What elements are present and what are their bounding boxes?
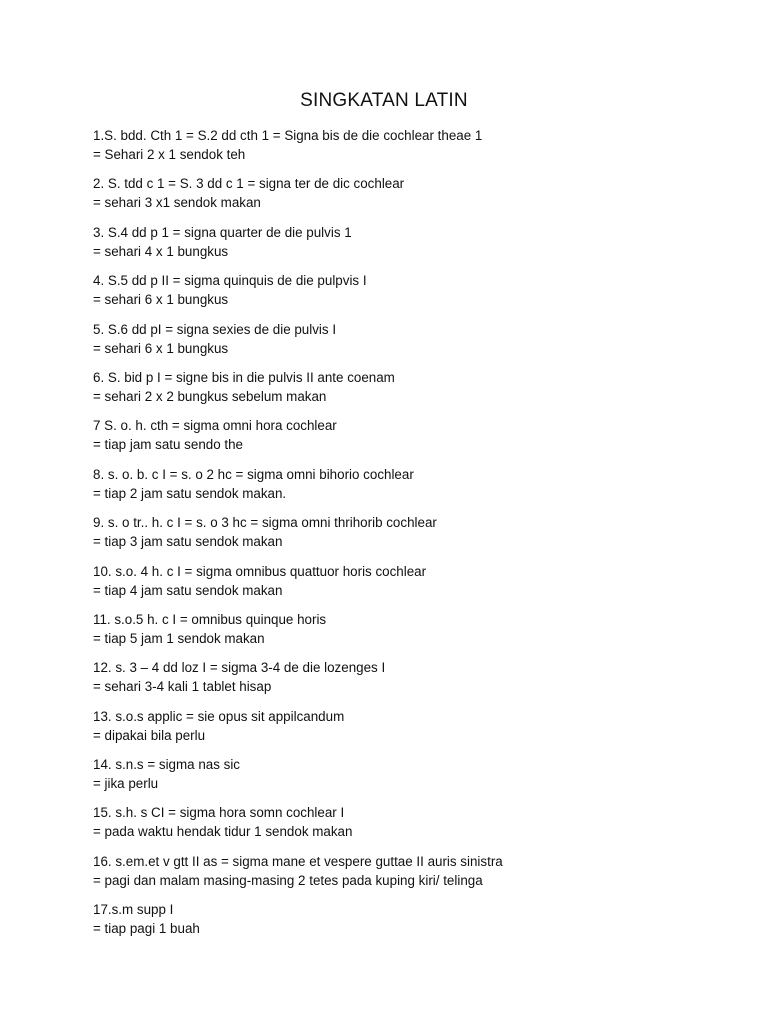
list-item — [93, 320, 733, 368]
meaning-text: = tiap 2 jam satu sendok makan. — [93, 485, 287, 501]
list-item — [93, 610, 733, 658]
meaning-text: = tiap 4 jam satu sendok makan — [93, 582, 283, 598]
list-item — [93, 852, 733, 900]
abbreviation-text: 8. s. o. b. c I = s. o 2 hc = sigma omni bihorio cochlear — [93, 466, 414, 482]
list-item — [93, 465, 733, 513]
list-item — [93, 126, 733, 174]
meaning-text: = sehari 3-4 kali 1 tablet hisap — [93, 679, 272, 695]
abbreviation-text: 3. S.4 dd p 1 = signa quarter de die pulvis 1 — [93, 224, 352, 240]
meaning-text: = tiap jam satu sendo the — [93, 437, 243, 453]
abbreviation-text: 5. S.6 dd pI = signa sexies de die pulvis I — [93, 321, 337, 337]
abbreviation-text: 17.s.m supp I — [93, 902, 174, 918]
list-item — [93, 803, 733, 851]
meaning-text: = tiap 3 jam satu sendok makan — [93, 534, 283, 550]
list-item — [93, 223, 733, 271]
list-item — [93, 174, 733, 222]
meaning-text: = sehari 2 x 2 bungkus sebelum makan — [93, 388, 327, 404]
list-item — [93, 755, 733, 803]
list-item — [93, 368, 733, 416]
meaning-text: = sehari 6 x 1 bungkus — [93, 340, 229, 356]
meaning-text: = sehari 6 x 1 bungkus — [93, 292, 229, 308]
list-item — [93, 658, 733, 706]
meaning-text: = sehari 3 x1 sendok makan — [93, 195, 261, 211]
meaning-text: = sehari 4 x 1 bungkus — [93, 243, 229, 259]
list-item — [93, 513, 733, 561]
page-title: SINGKATAN LATIN — [300, 90, 468, 111]
abbreviation-text: 7 S. o. h. cth = sigma omni hora cochlear — [93, 418, 337, 434]
meaning-text: = pada waktu hendak tidur 1 sendok makan — [93, 824, 353, 840]
abbreviation-text: 11. s.o.5 h. c I = omnibus quinque horis — [93, 611, 327, 627]
abbreviation-text: 13. s.o.s applic = sie opus sit appilcandum — [93, 708, 345, 724]
abbreviation-text: 16. s.em.et v gtt II as = sigma mane et vespere guttae II auris sinistra — [93, 853, 503, 869]
abbreviation-text: 15. s.h. s CI = sigma hora somn cochlear I — [93, 805, 345, 821]
meaning-text: = tiap pagi 1 buah — [93, 921, 200, 937]
list-item — [93, 900, 733, 948]
abbreviation-text: 12. s. 3 – 4 dd loz I = sigma 3-4 de die lozenges I — [93, 660, 386, 676]
abbreviation-text: 1.S. bdd. Cth 1 = S.2 dd cth 1 = Signa bis de die cochlear theae 1 — [93, 128, 483, 143]
meaning-text: = dipakai bila perlu — [93, 727, 206, 743]
meaning-text: = pagi dan malam masing-masing 2 tetes pada kuping kiri/ telinga — [93, 872, 483, 888]
meaning-text: = Sehari 2 x 1 sendok teh — [93, 147, 246, 162]
list-item — [93, 271, 733, 319]
list-item — [93, 707, 733, 755]
abbreviation-text: 2. S. tdd c 1 = S. 3 dd c 1 = signa ter de dic cochlear — [93, 176, 405, 192]
list-item — [93, 562, 733, 610]
abbreviation-text: 9. s. o tr.. h. c I = s. o 3 hc = sigma omni thrihorib cochlear — [93, 515, 437, 531]
list-item — [93, 416, 733, 464]
abbreviation-text: 6. S. bid p I = signe bis in die pulvis II ante coenam — [93, 369, 395, 385]
abbreviation-text: 14. s.n.s = sigma nas sic — [93, 757, 240, 773]
abbreviation-list — [93, 126, 733, 949]
meaning-text: = tiap 5 jam 1 sendok makan — [93, 630, 265, 646]
abbreviation-text: 10. s.o. 4 h. c I = sigma omnibus quattuor horis cochlear — [93, 563, 427, 579]
abbreviation-text: 4. S.5 dd p II = sigma quinquis de die pulpvis I — [93, 273, 367, 289]
meaning-text: = jika perlu — [93, 776, 159, 792]
